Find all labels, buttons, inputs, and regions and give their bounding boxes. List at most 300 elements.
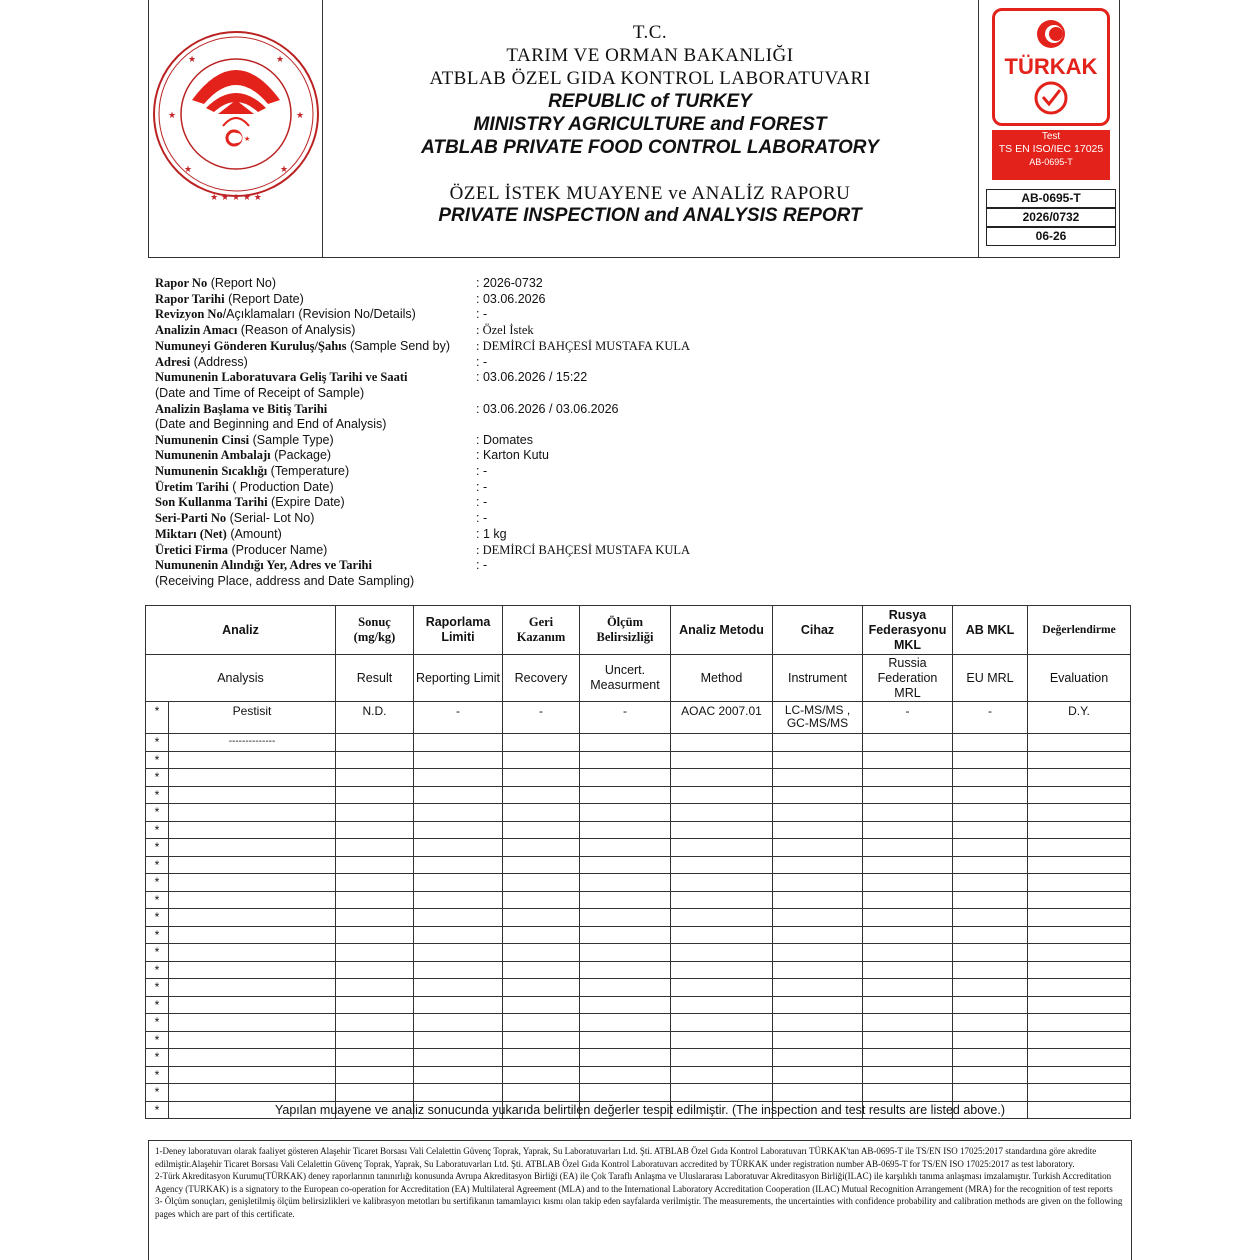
info-label-bold: Numunenin Ambalajı — [155, 448, 271, 462]
empty-cell — [1028, 961, 1131, 979]
empty-cell — [580, 856, 671, 874]
empty-cell — [953, 1031, 1028, 1049]
empty-cell — [503, 891, 580, 909]
empty-cell — [671, 1031, 773, 1049]
empty-cell — [773, 786, 863, 804]
empty-cell — [336, 996, 414, 1014]
footer-note-2: 2-Türk Akreditasyon Kurumu(TÜRKAK) deney raporlarının tanınırlığı konusunda Avrupa Akreditasyon Birliği (EA) ile Çok Taraflı Anlaşma ve Uluslararası Laboratuvar Akreditasyon Birliği(ILAC) ile karşılıklı tanıma anlaşması imzalamıştır. Turkish Accreditation Agency (TURKAK) is a signatory to the European co-operation for Accreditation (EA) Multilateral Agreement (MLA) and to the International Laboratory Accreditation Cooperation (ILAC) Mutual Recognition Arrangement (MRA) for the recognition of test reports — [155, 1171, 1113, 1194]
info-label-text: ( Production Date) — [228, 480, 334, 494]
empty-cell — [863, 1049, 953, 1067]
empty-cell — [336, 804, 414, 822]
empty-cell — [863, 786, 953, 804]
info-label — [155, 292, 304, 307]
table-row — [146, 1014, 1131, 1032]
empty-cell — [414, 786, 503, 804]
empty-cell — [336, 926, 414, 944]
info-label-text: (Package) — [270, 448, 332, 462]
table-row — [146, 1084, 1131, 1102]
empty-cell — [953, 1066, 1028, 1084]
table-row — [146, 996, 1131, 1014]
cell-uncertainty: - — [580, 702, 671, 734]
cell-method: AOAC 2007.01 — [671, 702, 773, 734]
empty-cell — [863, 1031, 953, 1049]
row-marker: * — [146, 1084, 169, 1102]
info-label-text: (Report No) — [207, 276, 276, 290]
cell-analysis: -------------- — [169, 734, 336, 752]
results-note: Yapılan muayene ve analiz sonucunda yukarıda belirtilen değerler tespit edilmiştir. (The inspection and test results are listed above.) — [274, 1103, 1006, 1117]
empty-cell — [1028, 1049, 1131, 1067]
turkak-name: TÜRKAK — [1004, 54, 1098, 79]
cell-recovery: - — [503, 702, 580, 734]
info-label-text: (Sample Send by) — [346, 339, 451, 353]
empty-cell — [580, 926, 671, 944]
empty-cell — [1028, 1066, 1131, 1084]
empty-cell — [336, 961, 414, 979]
info-value: : - — [476, 511, 488, 525]
th-reporting-limit: Raporlama Limiti — [414, 606, 503, 655]
empty-cell — [580, 786, 671, 804]
row-marker: * — [146, 856, 169, 874]
info-value: : DEMİRCİ BAHÇESİ MUSTAFA KULA — [476, 543, 691, 557]
th-en-analysis: Analysis — [146, 655, 336, 702]
info-label — [155, 386, 364, 401]
row-marker: * — [146, 944, 169, 962]
empty-cell — [953, 804, 1028, 822]
ministry-seal-icon — [148, 0, 323, 258]
info-value: : - — [476, 464, 488, 478]
info-value: : 1 kg — [476, 527, 507, 541]
empty-cell — [169, 961, 336, 979]
info-label-bold: Son Kullanma Tarihi — [155, 495, 268, 509]
empty-cell — [414, 1084, 503, 1102]
empty-cell — [580, 769, 671, 787]
empty-cell — [1028, 751, 1131, 769]
table-row — [146, 804, 1131, 822]
info-label-bold: Numunenin Alındığı Yer, Adres ve Tarihi — [155, 558, 372, 572]
empty-cell — [169, 909, 336, 927]
empty-cell — [671, 961, 773, 979]
empty-cell — [1028, 926, 1131, 944]
empty-cell — [953, 926, 1028, 944]
cell-reporting-limit: - — [414, 702, 503, 734]
report-code: 2026/0732 — [986, 208, 1116, 227]
table-row — [146, 909, 1131, 927]
table-row — [146, 1066, 1131, 1084]
header-ministry-en: MINISTRY AGRICULTURE and FOREST — [473, 114, 827, 135]
info-label-bold: Analizin Amacı — [155, 323, 238, 337]
empty-cell — [671, 874, 773, 892]
table-header-tr — [146, 606, 1131, 655]
empty-cell — [671, 944, 773, 962]
report-title-tr: ÖZEL İSTEK MUAYENE ve ANALİZ RAPORU — [449, 183, 851, 204]
empty-cell — [1028, 839, 1131, 857]
turkak-test-label: Test — [1041, 131, 1061, 142]
empty-cell — [580, 944, 671, 962]
empty-cell — [671, 1066, 773, 1084]
empty-cell — [414, 874, 503, 892]
empty-cell — [414, 961, 503, 979]
empty-cell — [580, 979, 671, 997]
empty-cell — [671, 979, 773, 997]
empty-cell — [953, 769, 1028, 787]
row-marker: * — [146, 996, 169, 1014]
info-label — [155, 339, 450, 354]
empty-cell — [336, 786, 414, 804]
th-method: Analiz Metodu — [671, 606, 773, 655]
empty-cell — [414, 944, 503, 962]
info-label — [155, 370, 407, 385]
empty-cell — [503, 804, 580, 822]
empty-cell — [863, 996, 953, 1014]
cell-result: N.D. — [336, 702, 414, 734]
row-marker: * — [146, 874, 169, 892]
empty-cell — [1028, 944, 1131, 962]
row-marker: * — [146, 1049, 169, 1067]
table-row — [146, 979, 1131, 997]
empty-cell — [773, 1084, 863, 1102]
info-value: : 2026-0732 — [476, 276, 543, 290]
empty-cell — [414, 1066, 503, 1084]
table-row — [146, 891, 1131, 909]
empty-cell — [671, 1049, 773, 1067]
empty-cell — [169, 786, 336, 804]
empty-cell — [414, 839, 503, 857]
info-label-bold: Rapor Tarihi — [155, 292, 225, 306]
row-marker: * — [146, 926, 169, 944]
empty-cell — [773, 804, 863, 822]
report-title-en: PRIVATE INSPECTION and ANALYSIS REPORT — [438, 205, 862, 226]
empty-cell — [336, 839, 414, 857]
empty-cell — [169, 1049, 336, 1067]
empty-cell — [503, 839, 580, 857]
empty-cell — [580, 909, 671, 927]
info-label — [155, 574, 414, 589]
info-label-bold: Numunenin Laboratuvara Geliş Tarihi ve Saati — [155, 370, 408, 384]
empty-cell — [773, 926, 863, 944]
empty-cell — [503, 926, 580, 944]
empty-cell — [503, 821, 580, 839]
row-marker: * — [146, 979, 169, 997]
empty-cell — [671, 909, 773, 927]
empty-cell — [671, 804, 773, 822]
empty-cell — [414, 751, 503, 769]
info-label-bold: Rapor No — [155, 276, 208, 290]
info-label-text: (Producer Name) — [228, 543, 328, 557]
empty-cell — [580, 804, 671, 822]
svg-text:★: ★ — [168, 111, 177, 121]
th-analysis: Analiz — [146, 606, 336, 655]
empty-cell — [336, 856, 414, 874]
info-label-text: (Sample Type) — [249, 433, 334, 447]
svg-text:★ ★ ★ ★ ★: ★ ★ ★ ★ ★ — [210, 193, 262, 203]
row-marker: * — [146, 786, 169, 804]
empty-cell — [580, 961, 671, 979]
th-en-recovery: Recovery — [503, 655, 580, 702]
row-marker: * — [146, 734, 169, 752]
info-value: : - — [476, 355, 488, 369]
empty-cell — [336, 1014, 414, 1032]
table-row — [146, 874, 1131, 892]
info-label-text: (Expire Date) — [267, 495, 345, 509]
empty-cell — [503, 874, 580, 892]
empty-cell — [169, 839, 336, 857]
info-label-bold: Adresi — [155, 355, 191, 369]
th-en-reporting-limit: Reporting Limit — [414, 655, 503, 702]
th-recovery: Geri Kazanım — [503, 606, 580, 655]
empty-cell — [773, 839, 863, 857]
empty-cell — [169, 874, 336, 892]
info-label-text: (Report Date) — [224, 292, 304, 306]
empty-cell — [169, 1031, 336, 1049]
info-value: : DEMİRCİ BAHÇESİ MUSTAFA KULA — [476, 339, 691, 353]
th-en-russia-mrl: Russia Federation MRL — [863, 655, 953, 702]
th-en-instrument: Instrument — [773, 655, 863, 702]
empty-cell — [414, 979, 503, 997]
th-en-eu-mrl: EU MRL — [953, 655, 1028, 702]
info-label-text: (Address) — [190, 355, 248, 369]
empty-cell — [773, 891, 863, 909]
empty-cell — [1028, 1014, 1131, 1032]
empty-cell — [1028, 996, 1131, 1014]
empty-cell — [169, 996, 336, 1014]
info-label — [155, 480, 334, 495]
empty-cell — [773, 1049, 863, 1067]
th-result: Sonuç (mg/kg) — [336, 606, 414, 655]
empty-cell — [863, 874, 953, 892]
empty-cell — [169, 769, 336, 787]
info-label-text: (Receiving Place, address and Date Sampling) — [155, 574, 415, 588]
empty-cell — [503, 1084, 580, 1102]
empty-cell — [169, 979, 336, 997]
empty-cell — [773, 1066, 863, 1084]
empty-cell — [169, 856, 336, 874]
info-value: : - — [476, 495, 488, 509]
footer-note-3: 3- Ölçüm sonuçları, genişletilmiş ölçüm belirsizlikleri ve kalibrasyon metotları bu sertifikanın tamamlayıcı kısmı olan takip eden sayfalarda verilmiştir. The measurements, the uncertainties with confidence probability and calibration methods are given on the following pages which are part of this certificate. — [155, 1196, 1123, 1219]
period-code: 06-26 — [986, 227, 1116, 246]
empty-cell — [671, 1014, 773, 1032]
th-russia-mrl: Rusya Federasyonu MKL — [863, 606, 953, 655]
info-label — [155, 511, 314, 526]
info-label-text: /Açıklamaları (Revision No/Details) — [222, 307, 416, 321]
row-marker: * — [146, 1014, 169, 1032]
cell-analysis: Pestisit — [169, 702, 336, 734]
empty-cell — [773, 1014, 863, 1032]
th-eu-mrl: AB MKL — [953, 606, 1028, 655]
empty-cell — [773, 874, 863, 892]
th-uncertainty: Ölçüm Belirsizliği — [580, 606, 671, 655]
row-marker: * — [146, 821, 169, 839]
empty-cell — [863, 856, 953, 874]
footer-notes — [148, 1140, 1132, 1260]
empty-cell — [336, 874, 414, 892]
empty-cell — [580, 839, 671, 857]
info-label-bold: Numunenin Cinsi — [155, 433, 250, 447]
empty-cell — [503, 1031, 580, 1049]
empty-cell — [863, 944, 953, 962]
info-label — [155, 417, 386, 432]
info-label-bold: Seri-Parti No — [155, 511, 227, 525]
accreditation-code: AB-0695-T — [986, 189, 1116, 208]
info-label — [155, 448, 331, 463]
th-evaluation: Değerlendirme — [1028, 606, 1131, 655]
empty-cell — [414, 1049, 503, 1067]
cell-eu-mrl: - — [953, 702, 1028, 734]
empty-cell — [953, 909, 1028, 927]
info-label — [155, 543, 327, 558]
empty-cell — [953, 891, 1028, 909]
empty-cell — [863, 891, 953, 909]
empty-cell — [580, 1031, 671, 1049]
empty-cell — [503, 979, 580, 997]
svg-text:★: ★ — [280, 165, 289, 175]
empty-cell — [671, 839, 773, 857]
th-en-method: Method — [671, 655, 773, 702]
svg-text:★: ★ — [184, 165, 193, 175]
info-label-text: (Date and Time of Receipt of Sample) — [155, 386, 365, 400]
footer-note-1: 1-Deney laboratuvarı olarak faaliyet gösteren Alaşehir Ticaret Borsası Vali Celalettin Güvenç Toprak, Yaprak, Su Laboratuvarları Ltd. Şti. ATBLAB Özel Gıda Kontrol Laboratuvarı TÜRKAK'tan AB-0695-T ile TS/EN ISO 17025:2017 standardına göre akredite edilmiştir.Alaşehir Ticaret Borsası Vali Celalettin Güvenç Toprak, Yaprak, Su Laboratuvarları Ltd. Şti. ATBLAB Özel Gıda Kontrol Laboratuvarı accredited by TÜRKAK under registration number AB-0695-T for TS/EN ISO 17025:2017 as test laboratory. — [155, 1146, 1097, 1169]
turkak-standard: TS EN ISO/IEC 17025 — [998, 143, 1104, 155]
empty-cell — [503, 751, 580, 769]
empty-cell — [671, 926, 773, 944]
empty-cell — [953, 1014, 1028, 1032]
empty-cell — [169, 821, 336, 839]
empty-cell — [953, 786, 1028, 804]
table-row — [146, 1049, 1131, 1067]
empty-cell — [414, 804, 503, 822]
empty-cell — [580, 996, 671, 1014]
empty-cell — [773, 769, 863, 787]
info-label-bold: Numunenin Sıcaklığı — [155, 464, 268, 478]
table-row — [146, 769, 1131, 787]
info-label-bold: Miktarı (Net) — [155, 527, 227, 541]
row-marker: * — [146, 804, 169, 822]
info-label-text: (Reason of Analysis) — [237, 323, 356, 337]
svg-text:★: ★ — [188, 55, 197, 65]
empty-cell — [953, 1084, 1028, 1102]
empty-cell — [414, 856, 503, 874]
th-instrument: Cihaz — [773, 606, 863, 655]
empty-cell — [336, 1066, 414, 1084]
empty-cell — [336, 909, 414, 927]
empty-cell — [671, 751, 773, 769]
empty-cell — [863, 839, 953, 857]
empty-cell — [953, 944, 1028, 962]
info-value: : Karton Kutu — [476, 448, 549, 462]
empty-cell — [503, 786, 580, 804]
info-label-bold: Üretim Tarihi — [155, 480, 229, 494]
row-marker: * — [146, 1031, 169, 1049]
empty-cell — [580, 1084, 671, 1102]
empty-cell — [773, 961, 863, 979]
empty-cell — [414, 909, 503, 927]
empty-cell — [414, 891, 503, 909]
info-label — [155, 276, 276, 291]
info-label-text: (Serial- Lot No) — [226, 511, 315, 525]
info-label-bold: Üretici Firma — [155, 543, 228, 557]
table-row — [146, 944, 1131, 962]
table-row — [146, 961, 1131, 979]
empty-cell — [773, 996, 863, 1014]
empty-cell — [863, 1084, 953, 1102]
empty-cell — [1028, 821, 1131, 839]
header-lab-en: ATBLAB PRIVATE FOOD CONTROL LABORATORY — [421, 137, 879, 158]
empty-cell — [863, 751, 953, 769]
empty-cell — [169, 891, 336, 909]
info-value: : - — [476, 558, 488, 572]
cell-evaluation: D.Y. — [1028, 702, 1131, 734]
empty-cell — [773, 1031, 863, 1049]
cell-russia-mrl: - — [863, 702, 953, 734]
svg-text:★: ★ — [296, 111, 305, 121]
row-marker: * — [146, 751, 169, 769]
empty-cell — [1028, 804, 1131, 822]
empty-cell — [953, 874, 1028, 892]
empty-cell — [580, 821, 671, 839]
row-marker: * — [146, 909, 169, 927]
empty-cell — [773, 979, 863, 997]
empty-cell — [503, 996, 580, 1014]
row-marker: * — [146, 1101, 169, 1119]
info-label-text: (Date and Beginning and End of Analysis) — [155, 417, 387, 431]
empty-cell — [580, 1066, 671, 1084]
empty-cell — [953, 856, 1028, 874]
empty-cell — [953, 839, 1028, 857]
empty-cell — [503, 961, 580, 979]
info-label-bold: Analizin Başlama ve Bitiş Tarihi — [155, 402, 328, 416]
empty-cell — [1028, 856, 1131, 874]
info-value: : 03.06.2026 / 03.06.2026 — [476, 402, 619, 416]
empty-cell — [953, 996, 1028, 1014]
empty-cell — [503, 769, 580, 787]
empty-cell — [414, 996, 503, 1014]
empty-cell — [169, 1084, 336, 1102]
empty-cell — [773, 944, 863, 962]
empty-cell — [169, 1066, 336, 1084]
info-value: : Domates — [476, 433, 533, 447]
empty-cell — [953, 961, 1028, 979]
info-label — [155, 323, 355, 338]
empty-cell — [953, 979, 1028, 997]
info-value: : 03.06.2026 / 15:22 — [476, 370, 588, 384]
empty-cell — [414, 1014, 503, 1032]
empty-cell — [773, 821, 863, 839]
empty-cell — [503, 1049, 580, 1067]
empty-cell — [1028, 891, 1131, 909]
empty-cell — [671, 996, 773, 1014]
info-value: : 03.06.2026 — [476, 292, 546, 306]
info-value: : Özel İstek — [476, 323, 534, 337]
empty-cell — [953, 821, 1028, 839]
empty-cell — [671, 856, 773, 874]
empty-cell — [414, 769, 503, 787]
row-marker: * — [146, 702, 169, 734]
empty-cell — [863, 961, 953, 979]
empty-cell — [336, 751, 414, 769]
info-label — [155, 355, 248, 370]
turkak-test-panel — [992, 130, 1110, 180]
empty-cell — [580, 1049, 671, 1067]
empty-cell — [773, 751, 863, 769]
table-row — [146, 786, 1131, 804]
empty-cell — [863, 1066, 953, 1084]
info-label-bold: Numuneyi Gönderen Kuruluş/Şahıs — [155, 339, 347, 353]
ministry-logo-cell — [148, 0, 323, 258]
empty-cell — [169, 926, 336, 944]
empty-cell — [580, 1014, 671, 1032]
svg-text:★: ★ — [244, 135, 251, 143]
empty-cell — [671, 821, 773, 839]
info-label-bold: Revizyon No — [155, 307, 223, 321]
